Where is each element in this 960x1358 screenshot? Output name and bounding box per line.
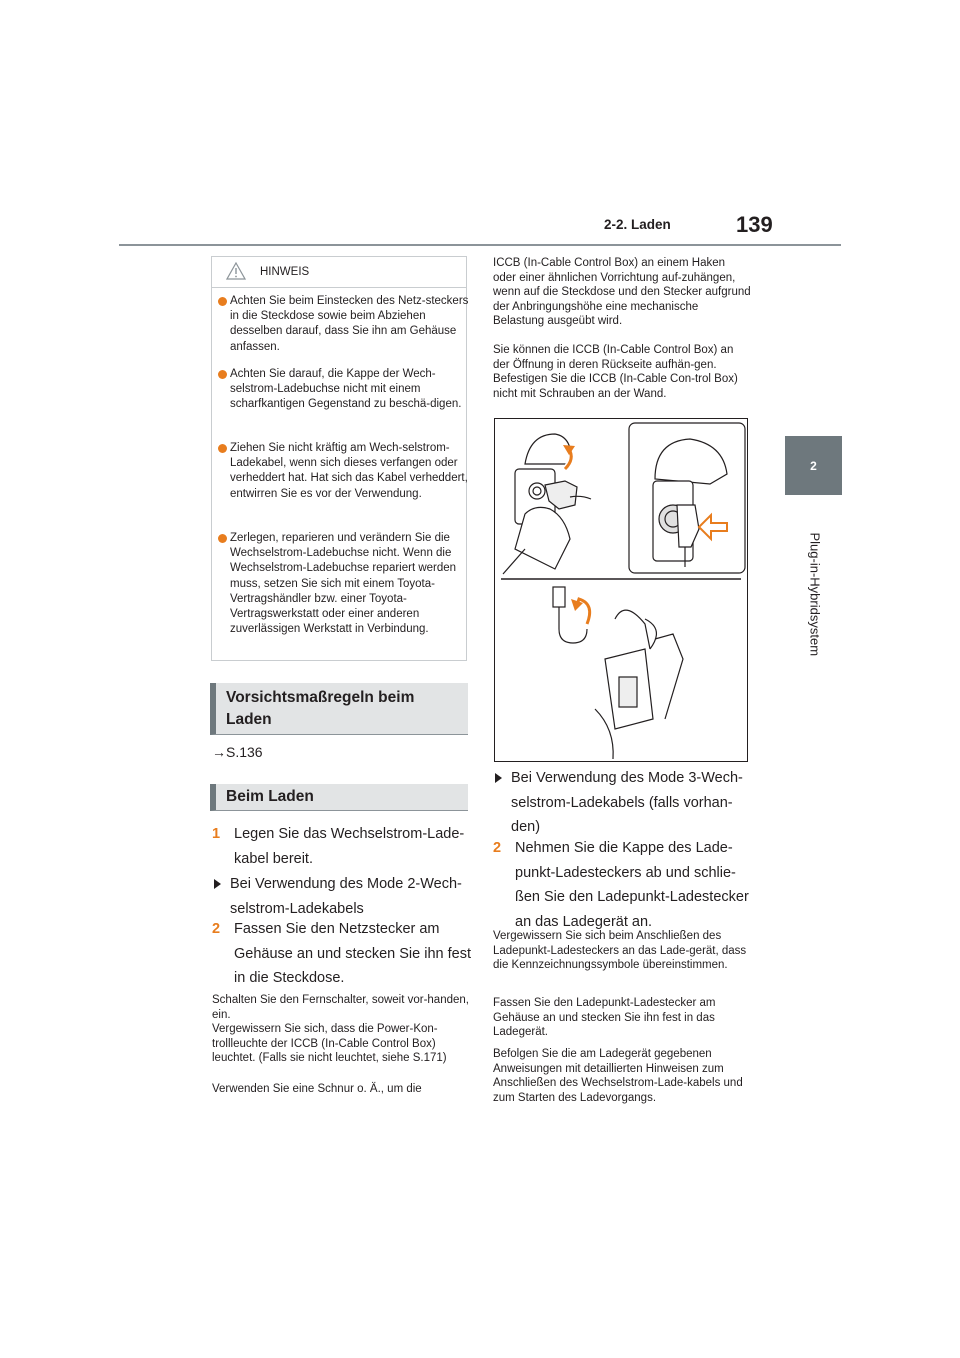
notice-item: Achten Sie darauf, die Kappe der Wech-selstrom-Ladebuchse nicht mit einem scharfkantigen Gegenstand zu beschä-digen. — [218, 367, 470, 413]
step-2 — [493, 836, 755, 936]
notice-title: HINWEIS — [260, 266, 310, 278]
body-paragraph: Sie können die ICCB (In-Cable Control Box) an der Öffnung in deren Rückseite aufhän-gen. Befestigen Sie die ICCB (In-Cable Con-trol Box) nicht mit Schrauben an der Wand. — [493, 344, 738, 400]
body-paragraph: Verwenden Sie eine Schnur o. Ä., um die — [212, 1083, 422, 1095]
notice-header — [212, 257, 466, 288]
step-text: Legen Sie das Wechselstrom-Lade-kabel bereit. — [234, 826, 465, 867]
step-number: 2 — [212, 921, 221, 937]
charging-connector-illustration — [495, 419, 747, 761]
notice-box — [211, 256, 467, 661]
warning-icon — [226, 262, 246, 280]
chapter-tab: 2 — [785, 436, 842, 495]
step-number: 2 — [493, 840, 502, 856]
step-number: 1 — [212, 826, 221, 842]
notice-item: Achten Sie beim Einstecken des Netz-steckers in die Steckdose sowie beim Abziehen desselben darauf, dass Sie ihn am Gehäuse anfassen. — [218, 294, 470, 355]
bullet-icon — [218, 297, 227, 306]
body-paragraph: Fassen Sie den Ladepunkt-Ladestecker am Gehäuse an und stecken Sie ihn fest in das Ladegerät. — [493, 997, 716, 1038]
triangle-bullet-icon — [214, 879, 221, 889]
notice-item: Zerlegen, reparieren und verändern Sie die Wechselstrom-Ladebuchse nicht. Wenn die Wechselstrom-Ladebuchse repariert werden muss, setzen Sie sich mit einem Toyota-Vertragshändler bzw. einer Toyota-Vertragswerkstatt oder einer anderen zuverlässigen Werkstatt in Verbindung. — [218, 531, 470, 637]
variant-heading: Bei Verwendung des Mode 2-Wech-selstrom-Ladekabels — [214, 872, 476, 922]
body-paragraph: Vergewissern Sie sich beim Anschließen des Ladepunkt-Ladesteckers an das Lade-gerät, dass die Kennzeichnungssymbole übereinstimmen. — [493, 930, 747, 971]
step-text: Nehmen Sie die Kappe des Lade-punkt-Ladesteckers ab und schlie-ßen Sie den Ladepunkt-Ladestecker an das Ladegerät an. — [515, 840, 749, 930]
triangle-bullet-icon — [495, 773, 502, 783]
section-heading: Vorsichtsmaßregeln beim Laden — [210, 683, 468, 735]
chapter-label: Plug-in-Hybridsystem — [807, 532, 823, 657]
body-paragraph: Schalten Sie den Fernschalter, soweit vor-handen, ein. — [212, 994, 469, 1021]
page-number: 139 — [736, 212, 773, 237]
bullet-icon — [218, 534, 227, 543]
step-2 — [212, 917, 474, 992]
section-title: 2-2. Laden — [604, 217, 671, 232]
page-reference[interactable]: →S.136 — [212, 744, 263, 760]
body-paragraph: ICCB (In-Cable Control Box) an einem Haken oder einer ähnlichen Vorrichtung auf-zuhängen, wenn auf die Steckdose und den Stecker aufgrund der Anbringungshöhe eine mechanische Belastung ausgeübt wird. — [493, 257, 751, 327]
section-heading: Beim Laden — [210, 784, 468, 811]
variant-heading: Bei Verwendung des Mode 3-Wech-selstrom-Ladekabels (falls vorhan-den) — [495, 766, 757, 841]
step-text: Fassen Sie den Netzstecker am Gehäuse an und stecken Sie ihn fest in die Steckdose. — [234, 921, 471, 986]
bullet-icon — [218, 444, 227, 453]
notice-item: Ziehen Sie nicht kräftig am Wech-selstrom-Ladekabel, wenn sich dieses verfangen oder verheddert hat. Hat sich das Kabel verheddert, entwirren Sie es vor der Verwendung. — [218, 441, 470, 502]
body-paragraph: Vergewissern Sie sich, dass die Power-Kon-trollleuchte der ICCB (In-Cable Control Box) leuchtet. (Falls sie nicht leuchtet, siehe S.171) — [212, 1023, 447, 1064]
step-1 — [212, 822, 474, 872]
charging-illustration — [494, 418, 748, 762]
body-paragraph: Befolgen Sie die am Ladegerät gegebenen Anweisungen mit detaillierten Hinweisen zum Anschließen des Wechselstrom-Lade-kabels und zum Starten des Ladevorgangs. — [493, 1048, 743, 1104]
bullet-icon — [218, 370, 227, 379]
header-divider — [119, 244, 841, 246]
